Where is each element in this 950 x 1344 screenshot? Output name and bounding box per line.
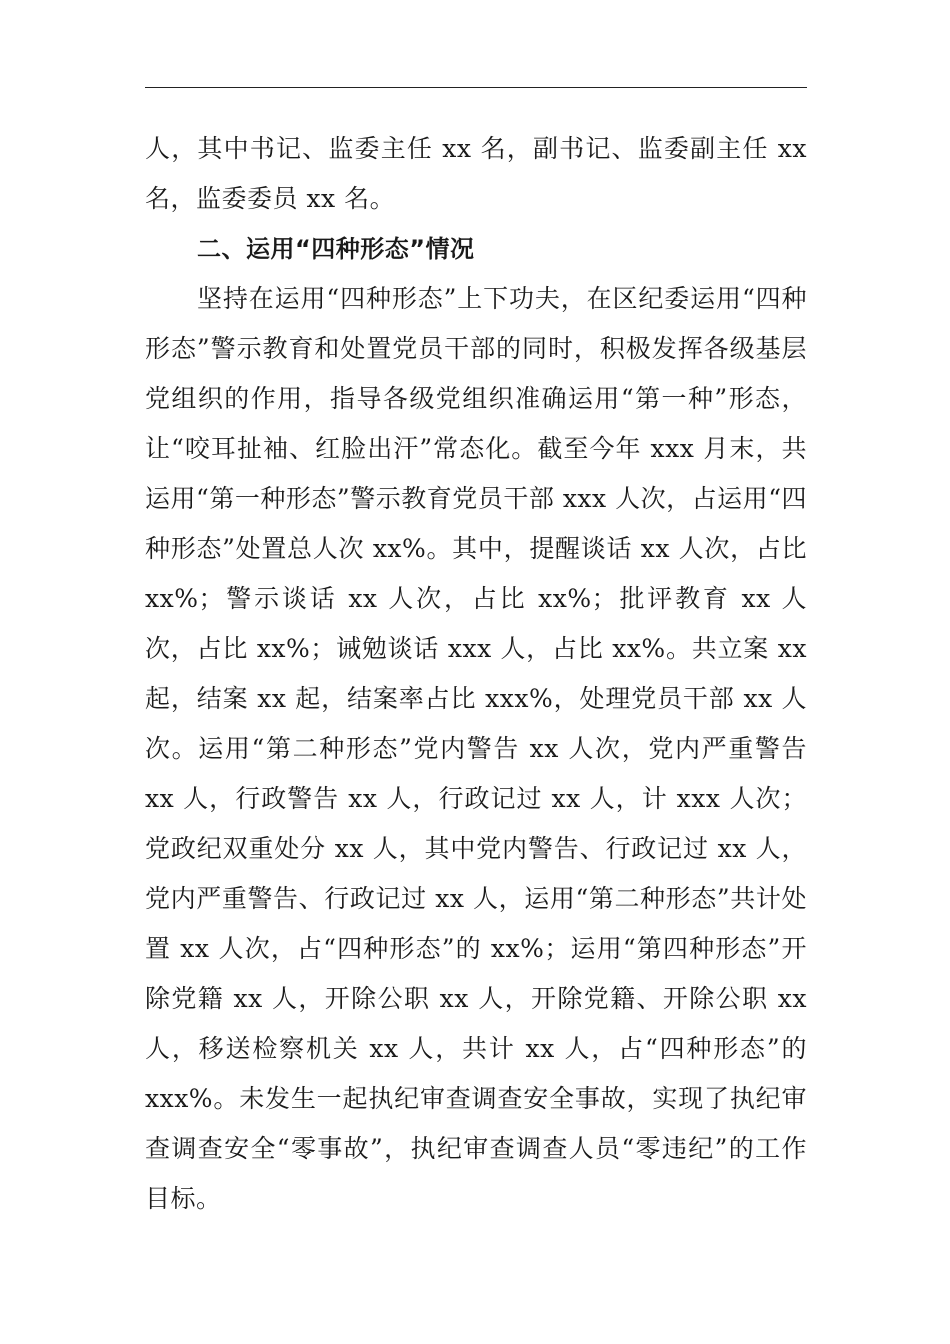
document-body xyxy=(145,124,807,1224)
section-heading: 二、运用“四种形态”情况 xyxy=(197,235,475,263)
paragraph-four-forms: 坚持在运用“四种形态”上下功夫，在区纪委运用“四种形态”警示教育和处置党员干部的同时，积极发挥各级基层党组织的作用，指导各级党组织准确运用“第一种”形态，让“咬耳扯袖、红脸出汗”常态化。截至今年 xxx 月末，共运用“第一种形态”警示教育党员干部 xxx 人次，占运用“四种形态”处置总人次 xx%。其中，提醒谈话 xx 人次，占比 xx%；警示谈话 xx 人次，占比 xx%；批评教育 xx 人次，占比 xx%；诫勉谈话 xxx 人，占比 xx%。共立案 xx 起，结案 xx 起，结案率占比 xxx%，处理党员干部 xx 人次。运用“第二种形态”党内警告 xx 人次，党内严重警告 xx 人，行政警告 xx 人，行政记过 xx 人，计 xxx 人次；党政纪双重处分 xx 人，其中党内警告、行政记过 xx 人，党内严重警告、行政记过 xx 人，运用“第二种形态”共计处置 xx 人次，占“四种形态”的 xx%；运用“第四种形态”开除党籍 xx 人，开除公职 xx 人，开除党籍、开除公职 xx 人，移送检察机关 xx 人，共计 xx 人，占“四种形态”的 xxx%。未发生一起执纪审查调查安全事故，实现了执纪审查调查安全“零事故”，执纪审查调查人员“零违纪”的工作目标。 xyxy=(145,284,807,1213)
header-rule xyxy=(145,87,807,88)
paragraph-continuation: 人，其中书记、监委主任 xx 名，副书记、监委副主任 xx 名，监委委员 xx 名。 xyxy=(145,134,807,213)
